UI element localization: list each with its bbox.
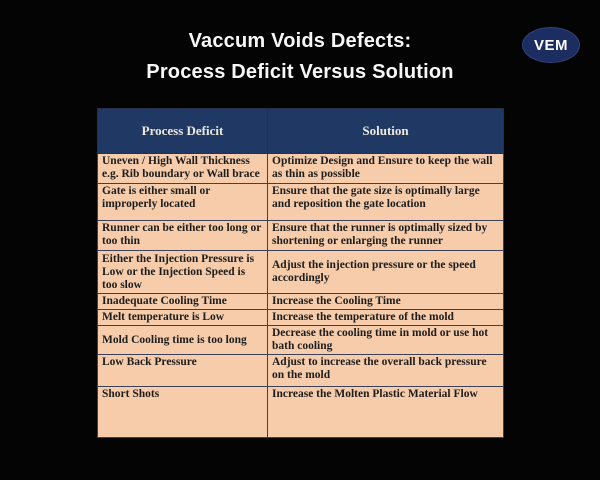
- deficit-cell: Either the Injection Pressure is Low or the Injection Speed is too slow: [98, 251, 268, 294]
- deficit-cell: Runner can be either too long or too thin: [98, 221, 268, 251]
- column-header-solution: Solution: [268, 109, 504, 154]
- title-line-1: Vaccum Voids Defects:: [188, 30, 412, 52]
- solution-cell: Increase the temperature of the mold: [268, 310, 504, 326]
- deficit-cell: Low Back Pressure: [98, 355, 268, 387]
- solution-cell: Optimize Design and Ensure to keep the wall as thin as possible: [268, 154, 504, 184]
- table-row: [98, 184, 504, 221]
- table-row: [98, 355, 504, 387]
- table-row: [98, 221, 504, 251]
- table-row: [98, 251, 504, 294]
- title-line-2: Process Deficit Versus Solution: [146, 61, 454, 83]
- deficit-cell: Melt temperature is Low: [98, 310, 268, 326]
- solution-cell: Ensure that the gate size is optimally large and reposition the gate location: [268, 184, 504, 221]
- table-row: [98, 310, 504, 326]
- table-row: [98, 387, 504, 438]
- deficit-cell: Mold Cooling time is too long: [98, 326, 268, 355]
- solution-cell: Increase the Cooling Time: [268, 294, 504, 310]
- solution-cell: Increase the Molten Plastic Material Flow: [268, 387, 504, 438]
- deficit-cell: Inadequate Cooling Time: [98, 294, 268, 310]
- solution-cell: Ensure that the runner is optimally sized by shortening or enlarging the runner: [268, 221, 504, 251]
- solution-cell: Adjust the injection pressure or the speed accordingly: [268, 251, 504, 294]
- deficit-cell: Short Shots: [98, 387, 268, 438]
- page-title: [0, 26, 600, 88]
- deficit-cell: Gate is either small or improperly located: [98, 184, 268, 221]
- solution-cell: Decrease the cooling time in mold or use hot bath cooling: [268, 326, 504, 355]
- deficit-cell: Uneven / High Wall Thickness e.g. Rib boundary or Wall brace: [98, 154, 268, 184]
- table-row: [98, 294, 504, 310]
- vem-logo-text: VEM: [533, 36, 568, 54]
- table-row: [98, 154, 504, 184]
- table-header-row: [98, 109, 504, 154]
- solution-cell: Adjust to increase the overall back pressure on the mold: [268, 355, 504, 387]
- vem-logo: [522, 27, 580, 63]
- column-header-process-deficit: Process Deficit: [98, 109, 268, 154]
- defects-solutions-table: [97, 108, 504, 438]
- table-row: [98, 326, 504, 355]
